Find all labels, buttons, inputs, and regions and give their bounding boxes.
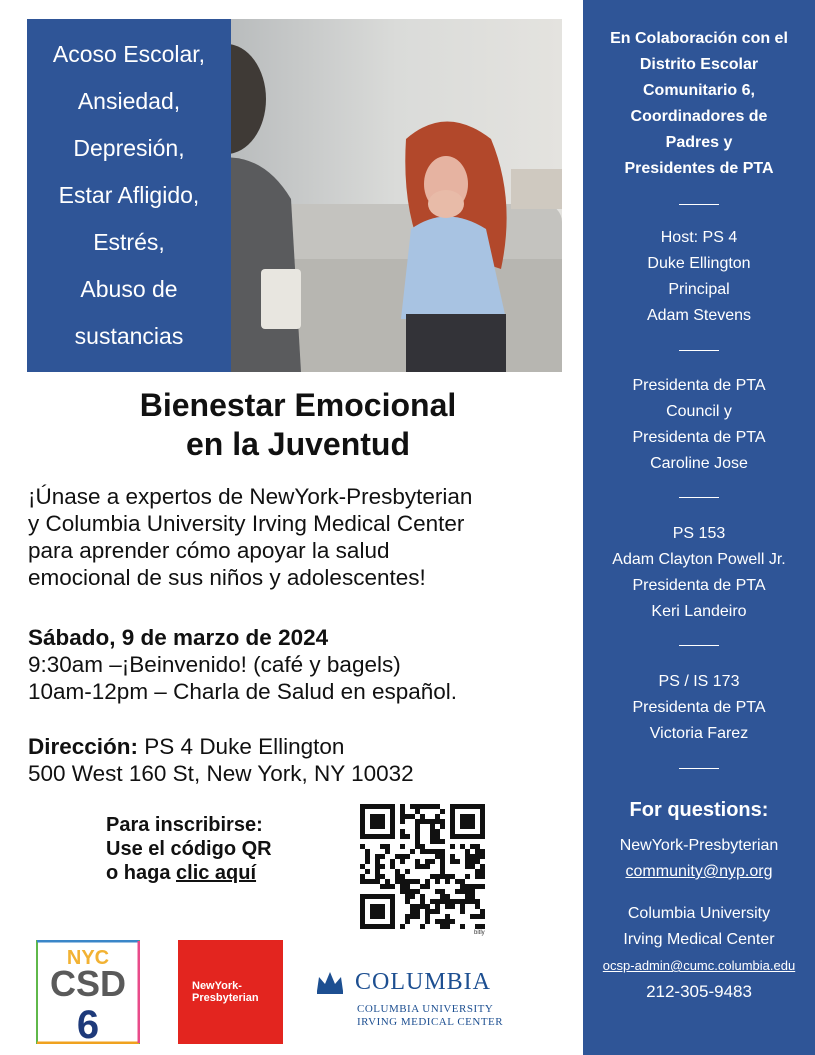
columbia-logo-name: COLUMBIA (355, 969, 492, 995)
collab-line: Padres y (665, 134, 733, 151)
collab-line: Comunitario 6, (642, 82, 755, 99)
intro-line: para aprender cómo apoyar la salud (28, 538, 390, 563)
questions-title: For questions: (629, 799, 769, 821)
divider (679, 497, 719, 498)
collab-line: Presidentes de PTA (624, 160, 774, 177)
event-title (27, 386, 569, 464)
csd6-logo (36, 940, 140, 1044)
host-line: Host: PS 4 (660, 229, 738, 246)
columbia-logo-sub1: COLUMBIA UNIVERSITY (357, 1003, 494, 1015)
qr-caption: bitly (474, 930, 485, 936)
collab-line: Distrito Escolar (639, 56, 759, 73)
collaboration-block (583, 26, 815, 182)
ps153-block (583, 521, 815, 625)
intro-line: y Columbia University Irving Medical Center (28, 511, 465, 536)
host-line: Duke Ellington (647, 255, 751, 272)
pta-council-line: Presidenta de PTA (632, 377, 766, 394)
intro-line: emocional de sus niños y adolescentes! (28, 565, 426, 590)
phone-number: 212-305-9483 (646, 982, 752, 1001)
partners-sidebar (583, 0, 815, 1055)
columbia-logo (315, 967, 525, 1031)
address-street: 500 West 160 St, New York, NY 10032 (28, 761, 414, 786)
topic-item: Acoso Escolar, (52, 41, 206, 67)
hero-photo (231, 19, 562, 372)
csd-logo-number: 6 (76, 1003, 100, 1044)
host-line: Adam Stevens (646, 307, 752, 324)
event-date: Sábado, 9 de marzo de 2024 (28, 625, 329, 650)
registration-instructions (106, 813, 336, 885)
event-title-line2: en la Juventud (185, 426, 411, 462)
topic-item: Depresión, (73, 135, 185, 161)
address-label: Dirección: (28, 734, 139, 759)
ps173-line: Victoria Farez (649, 725, 749, 742)
pta-council-line: Council y (666, 403, 732, 420)
register-link[interactable]: clic aquí (176, 862, 257, 884)
address-place: PS 4 Duke Ellington (138, 734, 345, 759)
nyp-contact-name: NewYork-Presbyterian (619, 837, 779, 854)
crown-icon (315, 969, 345, 995)
welcome-time: 9:30am –¡Beinvenido! (café y bagels) (28, 652, 401, 677)
nyp-email-link[interactable]: community@nyp.org (625, 863, 773, 880)
address (28, 733, 568, 787)
pta-council-block (583, 373, 815, 477)
divider (679, 350, 719, 351)
topic-item: sustancias (74, 323, 184, 349)
cumc-contact-line2: Irving Medical Center (623, 931, 775, 948)
ps153-line: Adam Clayton Powell Jr. (612, 551, 786, 568)
schedule (28, 624, 568, 705)
pta-council-line: Presidenta de PTA (632, 429, 766, 446)
newyork-presbyterian-logo (178, 940, 283, 1044)
ps173-block (583, 669, 815, 747)
register-line3: o haga (106, 862, 177, 884)
topic-item: Estrés, (93, 229, 165, 255)
divider (679, 645, 719, 646)
columbia-logo-sub2: IRVING MEDICAL CENTER (357, 1016, 504, 1028)
talk-time: 10am-12pm – Charla de Salud en español. (28, 679, 458, 704)
cumc-email-link[interactable]: ocsp-admin@cumc.columbia.edu (602, 958, 796, 973)
ps153-line: Keri Landeiro (651, 603, 747, 620)
register-line1: Para inscribirse: (106, 814, 263, 836)
collab-line: En Colaboración con el (610, 30, 788, 47)
nyp-logo-line1: NewYork- (192, 980, 242, 992)
event-title-line1: Bienestar Emocional (139, 387, 457, 423)
topics-box (27, 19, 231, 372)
ps173-line: Presidenta de PTA (632, 699, 766, 716)
collab-line: Coordinadores de (630, 108, 768, 125)
csd-logo-csd: CSD (49, 963, 127, 1004)
host-block (583, 225, 815, 329)
divider (679, 768, 719, 769)
ps153-line: PS 153 (672, 525, 726, 542)
ps153-line: Presidenta de PTA (632, 577, 766, 594)
pta-council-line: Caroline Jose (650, 455, 748, 472)
host-line: Principal (668, 281, 730, 298)
ps173-line: PS / IS 173 (658, 673, 740, 690)
topic-item: Ansiedad, (77, 88, 181, 114)
divider (679, 204, 719, 205)
csd-logo-nyc: NYC (66, 947, 110, 969)
qr-code[interactable] (356, 800, 492, 936)
nyp-logo-line2: Presbyterian (192, 992, 259, 1004)
topic-item: Estar Afligido, (58, 182, 200, 208)
topic-item: Abuso de (80, 276, 178, 302)
cumc-contact-line1: Columbia University (627, 905, 771, 922)
intro-line: ¡Únase a expertos de NewYork-Presbyterian (28, 484, 473, 509)
register-line2: Use el código QR (106, 838, 272, 860)
questions-block (583, 797, 815, 1005)
intro-paragraph (28, 483, 568, 591)
